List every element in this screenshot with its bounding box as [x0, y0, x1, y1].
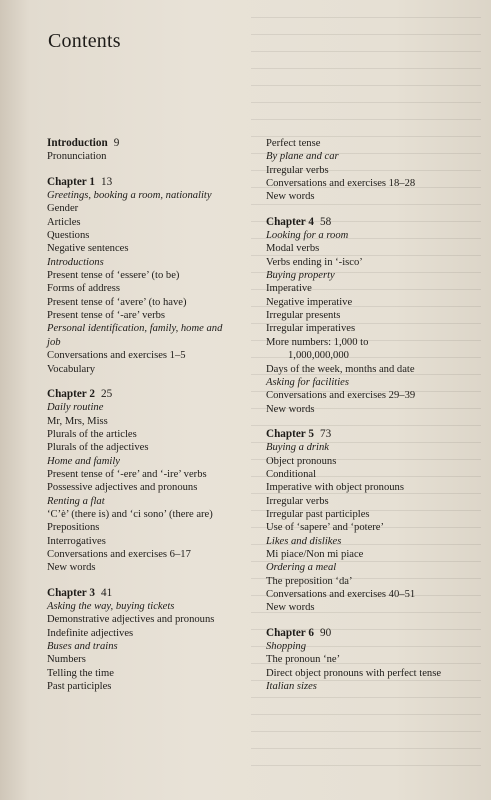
contents-entry: Perfect tense	[266, 138, 321, 149]
chapter-heading	[47, 176, 262, 189]
contents-entry: Verbs ending in ‘-isco’	[266, 256, 363, 268]
contents-entry: Irregular verbs	[266, 164, 329, 176]
chapter-label: Chapter 2	[47, 387, 95, 400]
contents-entry: Demonstrative adjectives and pronouns	[47, 614, 215, 626]
contents-entry: Questions	[47, 230, 90, 242]
chapter-label: Chapter 5	[266, 427, 314, 440]
topic-heading: Ordering a meal	[266, 562, 337, 574]
contents-entry: The pronoun ‘ne’	[266, 654, 341, 666]
chapter-page-number: 58	[319, 215, 332, 228]
contents-entry: New words	[47, 562, 96, 574]
contents-entry: Articles	[47, 216, 81, 228]
chapter-heading	[47, 587, 262, 600]
contents-entry: Pronunciation	[47, 151, 107, 163]
contents-entry: Present tense of ‘avere’ (to have)	[47, 296, 187, 308]
topic-heading: Introductions	[47, 256, 104, 268]
chapter-page-number: 13	[100, 175, 113, 188]
chapter-page-number: 73	[319, 427, 332, 440]
topic-heading: Buying a drink	[266, 442, 329, 454]
topic-heading: Personal identification, family, home and	[47, 323, 223, 335]
contents-entry: Negative sentences	[47, 243, 129, 255]
topic-heading: By plane and car	[266, 151, 339, 163]
contents-entry: Vocabulary	[47, 363, 96, 375]
contents-entry: Modal verbs	[266, 243, 320, 255]
chapter-label: Chapter 3	[47, 586, 95, 599]
chapter-heading	[266, 627, 476, 640]
contents-entry: Forms of address	[47, 283, 120, 295]
contents-entry: Prepositions	[47, 522, 100, 534]
contents-left-column	[47, 137, 262, 693]
contents-entry: Mr, Mrs, Miss	[47, 415, 108, 427]
contents-entry: Past participles	[47, 681, 112, 693]
topic-heading: Likes and dislikes	[266, 535, 342, 547]
topic-heading: job	[47, 336, 61, 348]
contents-entry: Present tense of ‘essere’ (to be)	[47, 270, 180, 282]
chapter-heading	[266, 428, 476, 441]
contents-entry: Conversations and exercises 6–17	[47, 548, 191, 560]
contents-entry: Conversations and exercises 1–5	[47, 350, 186, 362]
contents-entry: New words	[266, 191, 315, 203]
chapter-label: Chapter 6	[266, 626, 314, 639]
topic-heading: Asking the way, buying tickets	[47, 601, 175, 612]
topic-heading: Looking for a room	[266, 230, 349, 242]
contents-entry: Irregular verbs	[266, 495, 329, 507]
contents-entry: Direct object pronouns with perfect tense	[266, 667, 442, 679]
contents-entry: Conversations and exercises 18–28	[266, 178, 416, 190]
contents-entry: Conditional	[266, 468, 317, 480]
chapter-label: Chapter 4	[266, 215, 314, 228]
contents-entry: Use of ‘sapere’ and ‘potere’	[266, 522, 385, 534]
contents-entry: Irregular presents	[266, 310, 341, 322]
chapter-heading	[47, 137, 262, 150]
contents-entry: 1,000,000,000	[288, 350, 349, 362]
chapter-heading	[266, 216, 476, 229]
contents-entry: Plurals of the articles	[47, 428, 137, 440]
chapter-heading	[47, 388, 262, 401]
contents-entry: Negative imperative	[266, 296, 353, 308]
contents-entry: Irregular imperatives	[266, 323, 356, 335]
chapter-label: Chapter 1	[47, 175, 95, 188]
contents-entry: Days of the week, months and date	[266, 363, 415, 375]
contents-entry: Possessive adjectives and pronouns	[47, 482, 198, 494]
topic-heading: Home and family	[47, 455, 120, 467]
topic-heading: Buying property	[266, 270, 335, 282]
contents-entry: Irregular past participles	[266, 508, 370, 520]
topic-heading: Greetings, booking a room, nationality	[47, 190, 212, 202]
topic-heading: Renting a flat	[47, 495, 105, 507]
contents-entry: The preposition ‘da’	[266, 575, 353, 587]
contents-entry: ‘C’è’ (there is) and ‘ci sono’ (there are)	[47, 508, 213, 520]
contents-entry: Conversations and exercises 40–51	[266, 589, 416, 600]
page-title: Contents	[48, 30, 121, 52]
chapter-page-number: 90	[319, 626, 332, 639]
contents-entry: Indefinite adjectives	[47, 627, 134, 639]
topic-heading: Daily routine	[47, 402, 104, 414]
topic-heading: Buses and trains	[47, 641, 118, 653]
contents-entry: Plurals of the adjectives	[47, 442, 149, 454]
contents-entry: Object pronouns	[266, 455, 337, 467]
contents-entry: Conversations and exercises 29–39	[266, 390, 416, 402]
chapter-page-number: 41	[100, 586, 113, 599]
contents-entry: Present tense of ‘-are’ verbs	[47, 310, 166, 322]
contents-entry: Telling the time	[47, 667, 114, 679]
contents-right-column	[266, 137, 476, 693]
topic-heading: Asking for facilities	[266, 376, 349, 388]
contents-entry: Imperative with object pronouns	[266, 482, 404, 494]
contents-entry: Interrogatives	[47, 535, 106, 547]
contents-entry: New words	[266, 403, 315, 415]
chapter-page-number: 9	[113, 137, 120, 149]
contents-entry: New words	[266, 602, 315, 614]
contents-entry: More numbers: 1,000 to	[266, 336, 369, 348]
chapter-page-number: 25	[100, 387, 113, 400]
contents-entry: Imperative	[266, 283, 312, 295]
contents-entry: Mi piace/Non mi piace	[266, 548, 364, 560]
contents-entry: Present tense of ‘-ere’ and ‘-ire’ verbs	[47, 468, 207, 480]
contents-entry: Gender	[47, 203, 79, 215]
contents-entry: Numbers	[47, 654, 86, 666]
topic-heading: Shopping	[266, 641, 307, 653]
topic-heading: Italian sizes	[266, 681, 317, 693]
chapter-label: Introduction	[47, 137, 108, 149]
